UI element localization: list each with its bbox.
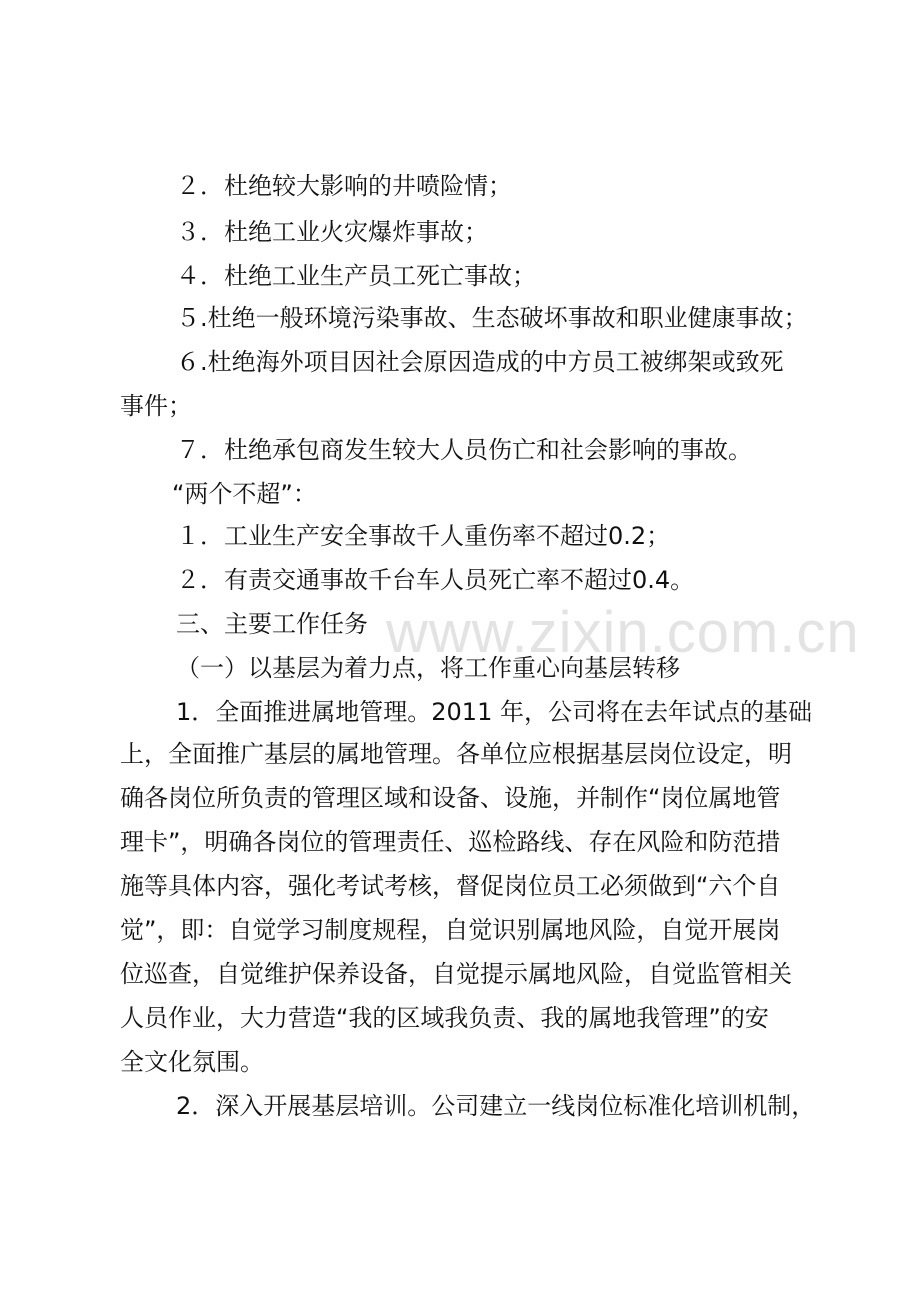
section-heading: 三、主要工作任务	[176, 610, 368, 638]
watermark: www.zixin.com.cn	[386, 600, 860, 665]
paragraph-line: 位巡查，自觉维护保养设备，自觉提示属地风险，自觉监管相关	[120, 960, 792, 988]
paragraph-line: ２．有责交通事故千台车人员死亡率不超过0.4。	[176, 566, 695, 594]
paragraph-line: ７．杜绝承包商发生较大人员伤亡和社会影响的事故。	[176, 436, 752, 464]
subsection-heading: （一）以基层为着力点，将工作重心向基层转移	[176, 654, 680, 682]
paragraph-line: 全文化氛围。	[120, 1048, 264, 1076]
paragraph-line: 上，全面推广基层的属地管理。各单位应根据基层岗位设定，明	[120, 740, 792, 768]
paragraph-line: 施等具体内容，强化考试考核，督促岗位员工必须做到“六个自	[120, 872, 781, 900]
paragraph-line: ６.杜绝海外项目因社会原因造成的中方员工被绑架或致死	[176, 348, 784, 376]
paragraph-line: ５.杜绝一般环境污染事故、生态破坏事故和职业健康事故；	[176, 304, 808, 332]
paragraph-line: 事件；	[120, 392, 192, 420]
paragraph-line: “两个不超”：	[172, 480, 317, 508]
paragraph-line: 觉”，即：自觉学习制度规程，自觉识别属地风险，自觉开展岗	[120, 916, 781, 944]
paragraph-line: 1．全面推进属地管理。2011 年，公司将在去年试点的基础	[176, 698, 812, 726]
paragraph-line: １．工业生产安全事故千人重伤率不超过0.2；	[176, 522, 671, 550]
paragraph-line: 人员作业，大力营造“我的区域我负责、我的属地我管理”的安	[120, 1004, 769, 1032]
paragraph-line: ２．杜绝较大影响的井喷险情；	[176, 172, 512, 200]
paragraph-line: 理卡”，明确各岗位的管理责任、巡检路线、存在风险和防范措	[120, 828, 781, 856]
paragraph-line: ４．杜绝工业生产员工死亡事故；	[176, 262, 536, 290]
paragraph-line: 确各岗位所负责的管理区域和设备、设施，并制作“岗位属地管	[120, 784, 781, 812]
paragraph-line: ３．杜绝工业火灾爆炸事故；	[176, 218, 488, 246]
paragraph-line: 2．深入开展基层培训。公司建立一线岗位标准化培训机制，	[176, 1092, 816, 1120]
